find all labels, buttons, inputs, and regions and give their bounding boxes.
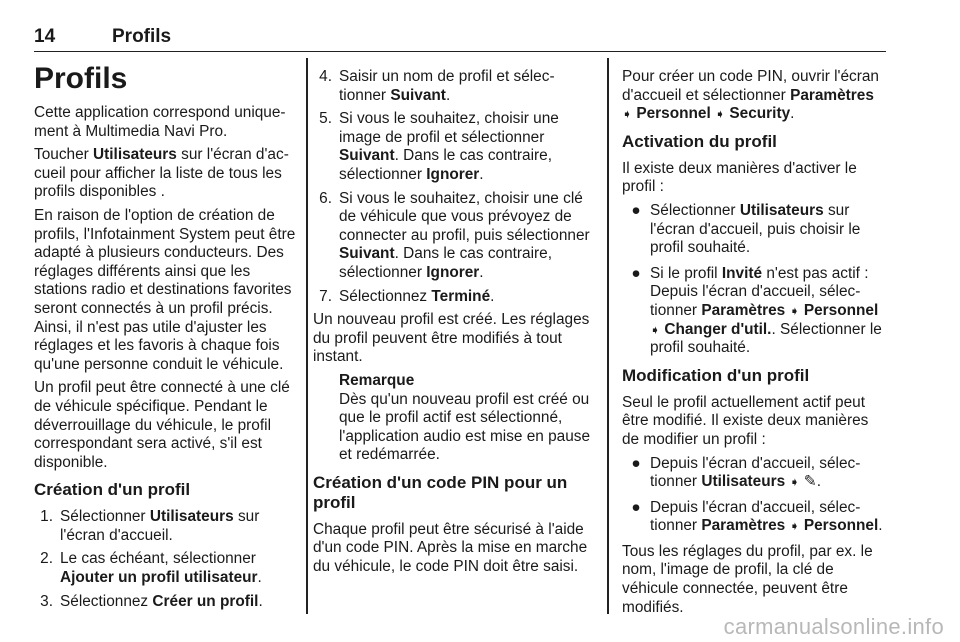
arrow-right-icon: ➧ <box>789 303 800 318</box>
column-1 <box>34 62 300 616</box>
arrow-right-icon: ➧ <box>622 107 633 122</box>
bullet-icon: ● <box>631 454 641 472</box>
list-item: ● Depuis l'écran d'accueil, sélectionner Paramètres ➧ Personnel. <box>622 499 888 536</box>
bullet-icon: ● <box>631 498 641 516</box>
paragraph: Tous les réglages du profil, par ex. le nom, l'image de profil, la clé de véhicule connectée, peuvent être modifiés. <box>622 542 873 616</box>
paragraph: Il existe deux manières d'activer le profil : <box>622 159 857 196</box>
column-divider <box>306 58 308 614</box>
list-item: 6. Si vous le souhaitez, choisir une clé de véhicule que vous prévoyez de connecter au profil, puis sélectionner Suivant. Dans le cas contraire, sélectionner Ignorer. <box>319 189 590 281</box>
list-item: ● Sélectionner Utilisateurs sur l'écran d'accueil, puis choisir le profil souhaité. <box>622 202 888 258</box>
paragraph: Chaque profil peut être sécurisé à l'aide d'un code PIN. Après la mise en marche du véhicule, le code PIN doit être saisi. <box>313 520 588 576</box>
bullet-list <box>622 202 888 358</box>
pencil-icon: ✎ <box>803 473 817 491</box>
subsection-title: Modification d'un profil <box>622 365 810 385</box>
bullet-icon: ● <box>631 264 641 282</box>
paragraph: Pour créer un code PIN, ouvrir l'écran d'accueil et sélectionner Paramètres ➧ Personnel ➧ Security. <box>622 68 879 123</box>
section-title: Profils <box>34 62 128 95</box>
watermark: carmanualsonline.info <box>723 614 944 639</box>
arrow-right-icon: ➧ <box>789 475 800 490</box>
note-title: Remarque <box>339 371 415 389</box>
list-item: 5. Si vous le souhaitez, choisir une image de profil et sélectionner Suivant. Dans le cas contraire, sélectionner Ignorer. <box>319 110 559 183</box>
list-item: ● Si le profil Invité n'est pas actif : Depuis l'écran d'accueil, sélectionner Paramètres ➧ Personnel ➧ Changer d'util.. Sélectionner le profil souhaité. <box>622 265 888 358</box>
paragraph: Cette application correspond uniquement à Multimedia Navi Pro. <box>34 104 286 140</box>
page-header <box>34 28 886 52</box>
subsection-title: Activation du profil <box>622 131 777 151</box>
list-item: 3. Sélectionnez Créer un profil. <box>40 592 263 610</box>
column-divider <box>607 58 609 614</box>
page-number: 14 <box>34 26 56 47</box>
ordered-list <box>34 508 300 611</box>
list-item: ● Depuis l'écran d'accueil, sélectionner Utilisateurs ➧ ✎. <box>622 455 888 492</box>
list-item: 7. Sélectionnez Terminé. <box>319 287 495 305</box>
column-3 <box>622 68 888 622</box>
paragraph: Un nouveau profil est créé. Les réglages du profil peuvent être modifiés à tout instant. <box>313 311 590 366</box>
arrow-right-icon: ➧ <box>715 107 726 122</box>
ordered-list <box>313 68 593 306</box>
paragraph: Seul le profil actuellement actif peut être modifié. Il existe deux manières de modifier un profil : <box>622 393 869 448</box>
list-item: 1. Sélectionner Utilisateurs sur l'écran d'accueil. <box>40 508 260 544</box>
list-item: 4. Saisir un nom de profil et sélectionner Suivant. <box>319 68 555 104</box>
bullet-list <box>622 455 888 536</box>
column-2 <box>313 68 593 582</box>
arrow-right-icon: ➧ <box>650 322 661 337</box>
note-text: Dès qu'un nouveau profil est créé ou que le profil actif est sélectionné, l'application audio est mise en pause et redémarrée. <box>339 390 591 464</box>
header-title: Profils <box>112 26 172 47</box>
bullet-icon: ● <box>631 201 641 219</box>
paragraph: Un profil peut être connecté à une clé de véhicule spécifique. Pendant le déverrouillage du véhicule, le profil correspondant sera activé, s'il est disponible. <box>34 379 290 471</box>
paragraph: En raison de l'option de création de profils, l'Infotainment System peut être adapté à plusieurs conducteurs. Des réglages différents ainsi que les stations radio et destinations favorites seront connectés à un profil précis. Ainsi, il n'est pas utile d'ajuster les réglages et les favoris à chaque fois qu'une personne conduit le véhicule. <box>34 206 296 373</box>
note-box <box>313 372 593 465</box>
subsection-title: Création d'un code PIN pour un profil <box>313 472 568 512</box>
arrow-right-icon: ➧ <box>789 519 800 534</box>
paragraph: Toucher Utilisateurs sur l'écran d'accueil pour afficher la liste de tous les profils disponibles . <box>34 146 289 201</box>
subsection-title: Création d'un profil <box>34 480 191 500</box>
list-item: 2. Le cas échéant, sélectionner Ajouter un profil utilisateur. <box>40 550 262 587</box>
